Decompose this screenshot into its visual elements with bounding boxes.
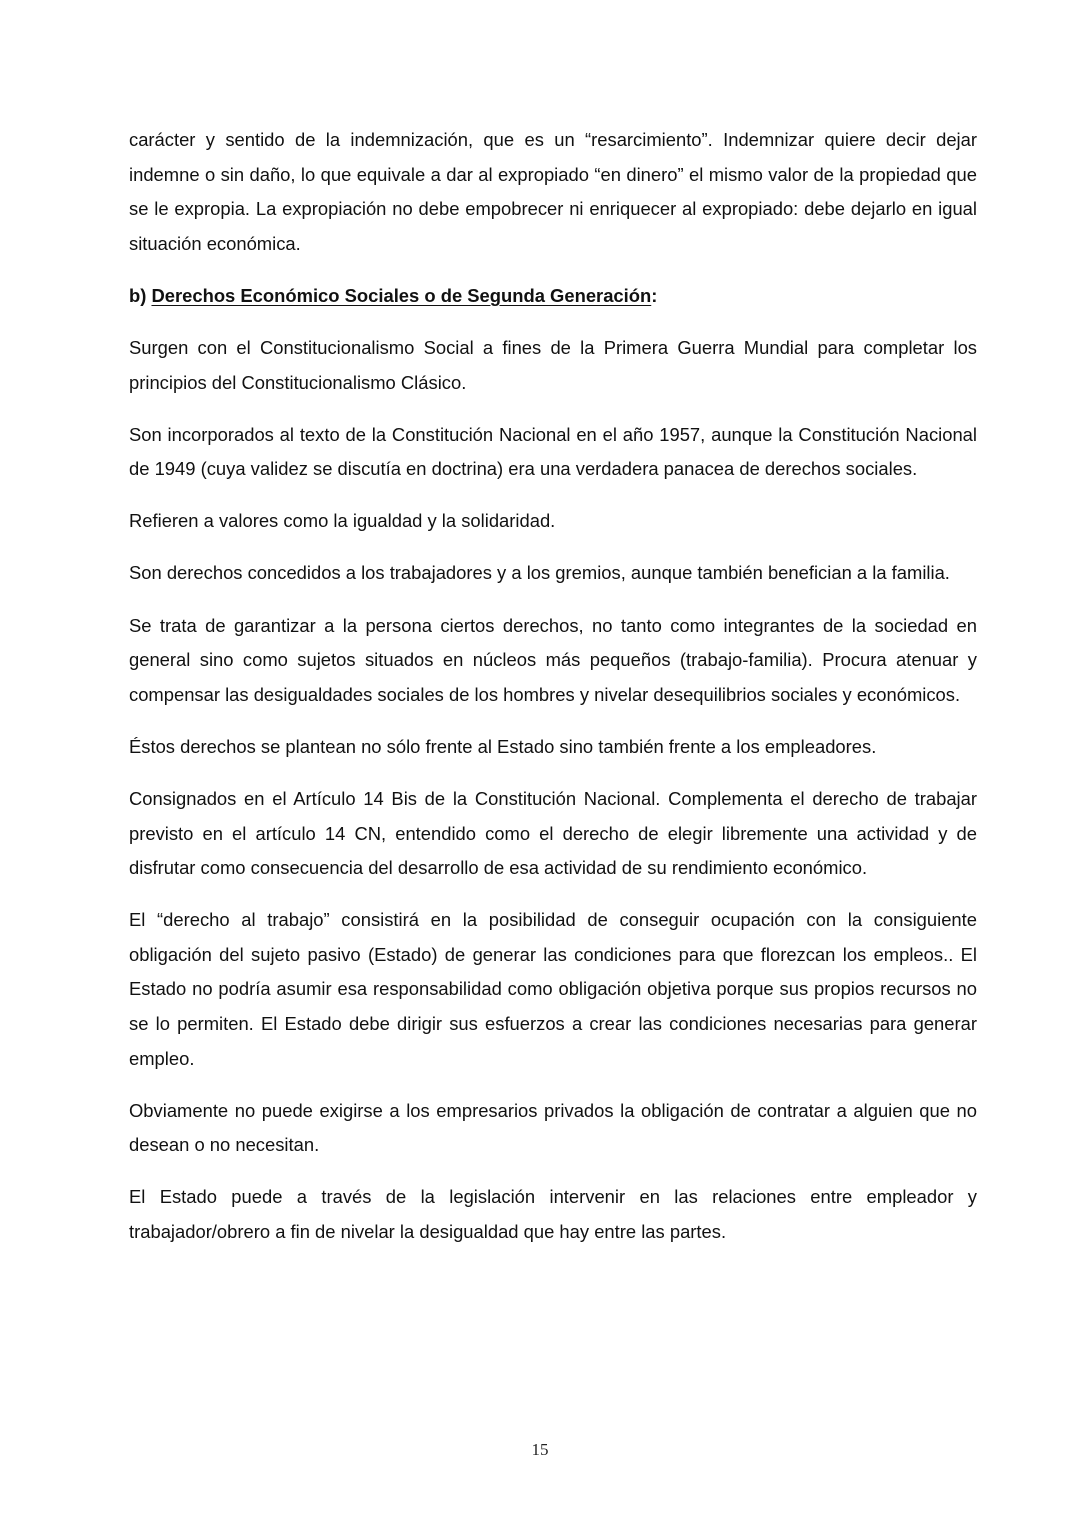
section-heading-title: Derechos Económico Sociales o de Segunda Generación — [151, 284, 652, 306]
paragraph-1: Surgen con el Constitucionalismo Social a fines de la Primera Guerra Mundial para completar los principios del Constitucionalismo Clásico. — [129, 336, 977, 393]
paragraph-6: Éstos derechos se plantean no sólo frente al Estado sino también frente a los empleadores. — [129, 735, 877, 757]
section-heading-suffix: : — [651, 284, 658, 306]
paragraph-10: El Estado puede a través de la legislación intervenir en las relaciones entre empleador y trabajador/obrero a fin de nivelar la desigualdad que hay entre las partes. — [129, 1186, 977, 1242]
document-page — [129, 123, 977, 1267]
paragraph-3: Refieren a valores como la igualdad y la solidaridad. — [129, 510, 556, 532]
paragraph-7: Consignados en el Artículo 14 Bis de la Constitución Nacional. Complementa el derecho de trabajar previsto en el artículo 14 CN, entendido como el derecho de elegir libremente una actividad y de disfrutar como consecuencia del desarrollo de esa actividad de su rendimiento económico. — [129, 787, 977, 879]
paragraph-8: El “derecho al trabajo” consistirá en la posibilidad de conseguir ocupación con la consiguiente obligación del sujeto pasivo (Estado) de generar las condiciones para que florezcan los empleos.. El Estado no podría asumir esa responsabilidad como obligación objetiva porque sus propios recursos no se lo permiten. El Estado debe dirigir sus esfuerzos a crear las condiciones necesarias para generar empleo. — [129, 909, 977, 1069]
page-number: 15 — [531, 1440, 549, 1459]
section-heading-prefix: b) — [129, 284, 152, 306]
paragraph-2: Son incorporados al texto de la Constitución Nacional en el año 1957, aunque la Constitución Nacional de 1949 (cuya validez se discutía en doctrina) era una verdadera panacea de derechos sociales. — [129, 423, 977, 480]
paragraph-9: Obviamente no puede exigirse a los empresarios privados la obligación de contratar a alguien que no desean o no necesitan. — [129, 1099, 977, 1156]
paragraph-4: Son derechos concedidos a los trabajadores y a los gremios, aunque también benefician a la familia. — [129, 562, 950, 584]
section-heading — [129, 279, 977, 314]
paragraph-5: Se trata de garantizar a la persona ciertos derechos, no tanto como integrantes de la sociedad en general sino como sujetos situados en núcleos más pequeños (trabajo-familia). Procura atenuar y compensar las desigualdades sociales de los hombres y nivelar desequilibrios sociales y económicos. — [129, 614, 977, 705]
intro-paragraph: carácter y sentido de la indemnización, que es un “resarcimiento”. Indemnizar quiere decir dejar indemne o sin daño, lo que equivale a dar al expropiado “en dinero” el mismo valor de la propiedad que se le expropia. La expropiación no debe empobrecer ni enriquecer al expropiado: debe dejarlo en igual situación económica. — [129, 129, 977, 254]
